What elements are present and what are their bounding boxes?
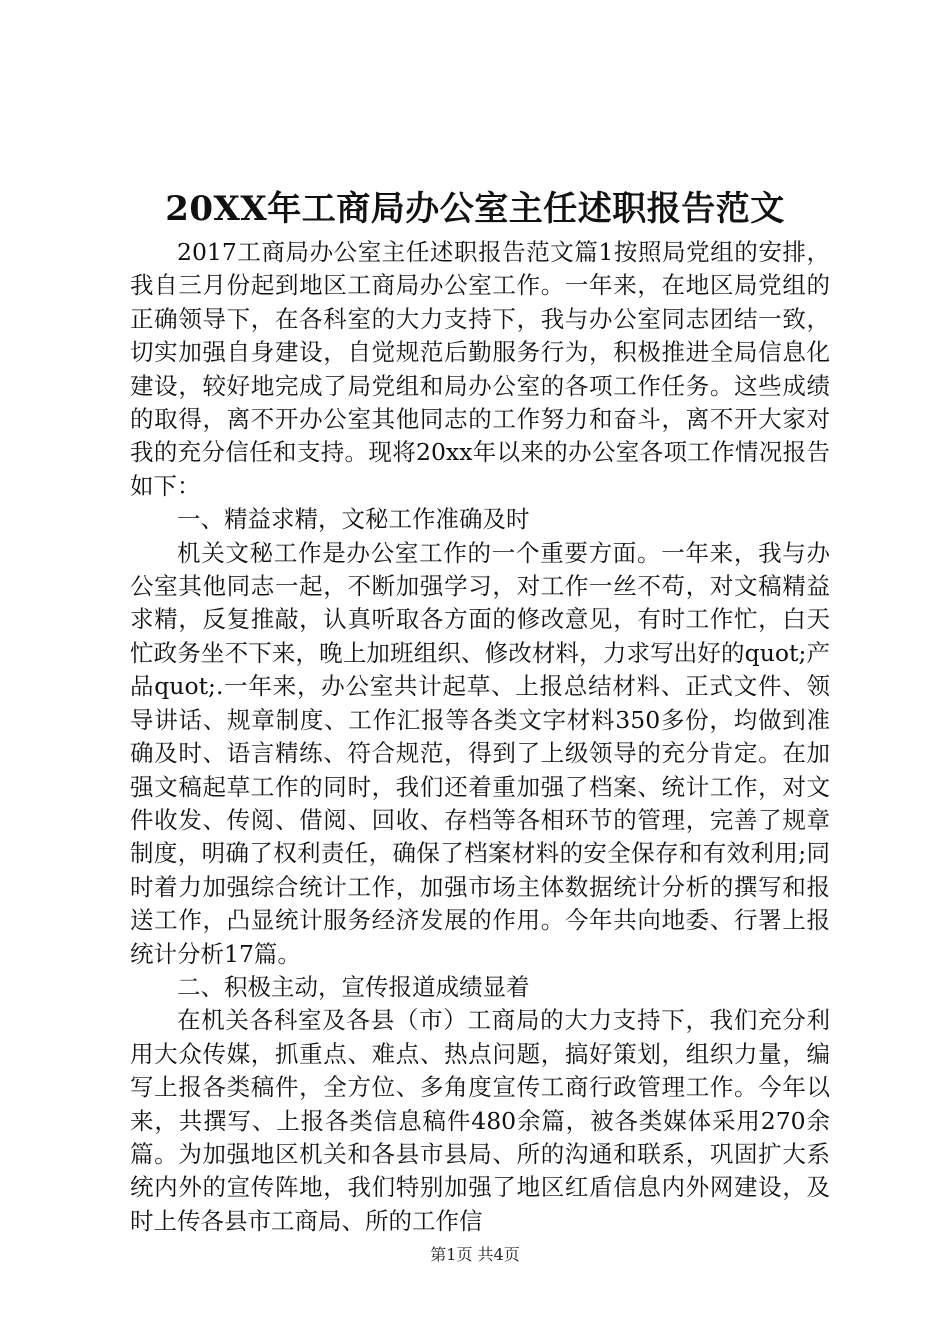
page-number-footer: 第1页 共4页 (430, 1245, 520, 1264)
paragraph-section-1: 机关文秘工作是办公室工作的一个重要方面。一年来，我与办公室其他同志一起，不断加强学习，对工作一丝不苟，对文稿精益求精，反复推敲，认真听取各方面的修改意见，有时工作忙，白天忙政务坐不下来，晚上加班组织、修改材料，力求写出好的quot;产品quot;.一年来，办公室共计起草、上报总结材料、正式文件、领导讲话、规章制度、工作汇报等各类文字材料350多份，均做到准确及时、语言精练、符合规范，得到了上级领导的充分肯定。在加强文稿起草工作的同时，我们还着重加强了档案、统计工作，对文件收发、传阅、借阅、回收、存档等各相环节的管理，完善了规章制度，明确了权利责任，确保了档案材料的安全保存和有效利用;同时着力加强综合统计工作，加强市场主体数据统计分析的撰写和报送工作，凸显统计服务经济发展的作用。今年共向地委、行署上报统计分析17篇。 (130, 538, 830, 968)
section-heading-1: 一、精益求精，文秘工作准确及时 (177, 505, 530, 534)
section-heading-2: 二、积极主动，宣传报道成绩显着 (177, 972, 530, 1001)
paragraph-intro: 2017工商局办公室主任述职报告范文篇1按照局党组的安排，我自三月份起到地区工商局办公室工作。一年来，在地区局党组的正确领导下，在各科室的大力支持下，我与办公室同志团结一致，切实加强自身建设，自觉规范后勤服务行为，积极推进全局信息化建设，较好地完成了局党组和局办公室的各项工作任务。这些成绩的取得，离不开办公室其他同志的工作努力和奋斗，离不开大家对我的充分信任和支持。现将20xx年以来的办公室各项工作情况报告如下： (130, 238, 830, 500)
document-title: 20XX年工商局办公室主任述职报告范文 (165, 189, 785, 229)
paragraph-section-2: 在机关各科室及各县（市）工商局的大力支持下，我们充分利用大众传媒，抓重点、难点、热点问题，搞好策划，组织力量，编写上报各类稿件，全方位、多角度宣传工商行政管理工作。今年以来，共撰写、上报各类信息稿件480余篇，被各类媒体采用270余篇。为加强地区机关和各县市县局、所的沟通和联系，巩固扩大系统内外的宣传阵地，我们特别加强了地区红盾信息内外网建设，及时上传各县市工商局、所的工作信 (130, 1006, 830, 1235)
document-body (130, 236, 830, 1238)
